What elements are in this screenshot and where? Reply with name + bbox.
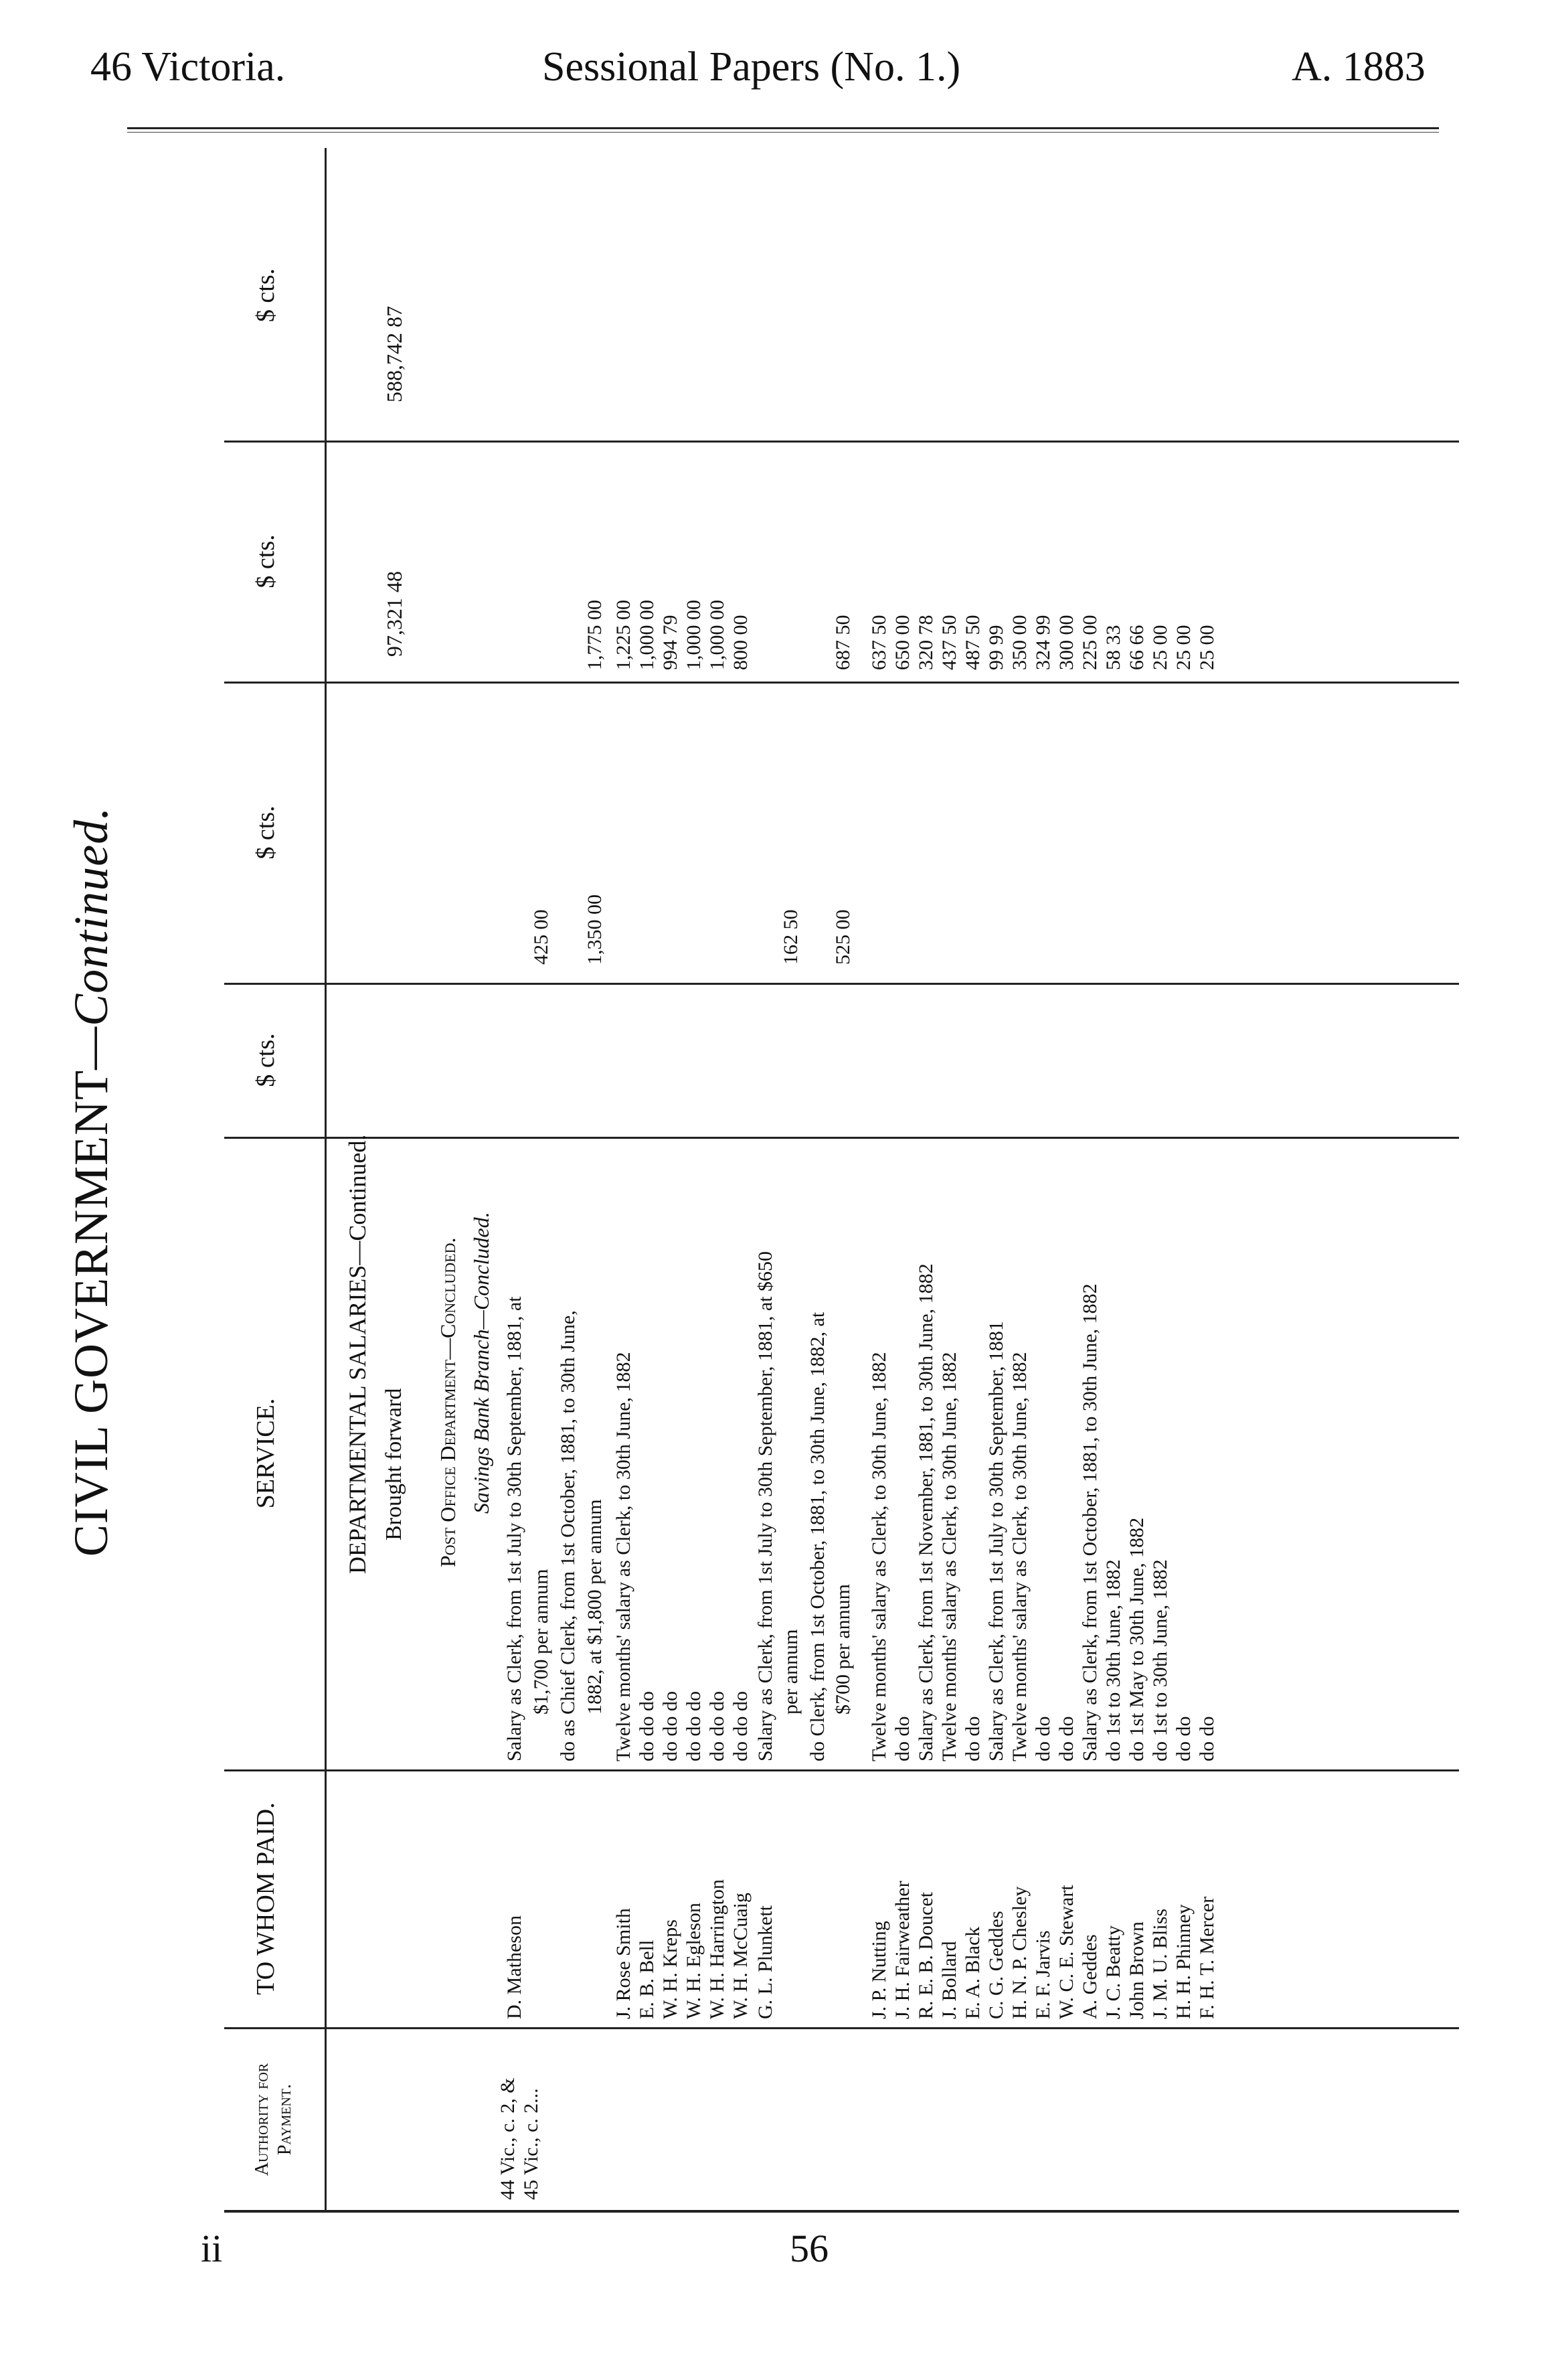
service-text: Salary as Clerk, from 1st October, 1881, to 30th June, 1882: [1079, 1283, 1101, 1761]
col-service: SERVICE.: [252, 1398, 280, 1509]
page-roman: ii: [201, 2227, 223, 2270]
col-divider-5: [224, 682, 1459, 684]
payee-name: G. L. Plunkett: [754, 1905, 776, 2019]
service-text-cont: per annum: [780, 1629, 802, 1715]
service-text: Salary as Clerk, from 1st November, 1881, to 30th June, 1882: [915, 1263, 937, 1761]
amount-c3: 1,000 00: [706, 600, 728, 670]
payee-name: D. Matheson: [503, 1915, 525, 2019]
amount-c3: 487 50: [962, 615, 984, 670]
amount-c3: 1,000 00: [636, 600, 658, 670]
payee-name: E. B. Bell: [636, 1939, 658, 2019]
service-text-cont: 1882, at $1,800 per annum: [584, 1499, 606, 1715]
payee-name: H. H. Phinney: [1173, 1904, 1195, 2019]
payee-name: J. Rose Smith: [612, 1908, 634, 2019]
amount-c3: 437 50: [938, 615, 960, 670]
payee-name: F. H. T. Mercer: [1196, 1896, 1218, 2019]
service-text: do do: [962, 1716, 984, 1761]
service-text: Salary as Clerk, from 1st July to 30th September, 1881, at $650: [754, 1251, 776, 1761]
ledger-table: [224, 148, 1459, 2213]
payee-name: W. H. McCuaig: [729, 1893, 752, 2019]
amount-c3: 1,775 00: [584, 600, 606, 670]
amount-c3: 1,225 00: [612, 600, 634, 670]
dept-heading: Post Office Department—Concluded.: [436, 1237, 460, 1567]
service-text: Twelve months' salary as Clerk, to 30th June, 1882: [868, 1352, 890, 1761]
amount-c3: 687 50: [832, 615, 854, 670]
col-divider-6: [224, 441, 1459, 443]
payee-name: C. G. Geddes: [985, 1911, 1007, 2019]
payee-name: J. C. Beatty: [1102, 1925, 1124, 2019]
service-text: Twelve months' salary as Clerk, to 30th June, 1882: [612, 1352, 634, 1761]
amount-c3: 994 79: [659, 615, 681, 670]
amount-c3: 58 33: [1102, 625, 1124, 670]
header-center: Sessional Papers (No. 1.): [542, 44, 961, 90]
service-text: Twelve months' salary as Clerk, to 30th June, 1882: [1009, 1352, 1031, 1761]
service-text: do as Chief Clerk, from 1st October, 1881, to 30th June,: [557, 1310, 579, 1761]
header-left: 46 Victoria.: [90, 44, 286, 90]
service-text: do do do: [683, 1691, 705, 1761]
service-text-cont: $700 per annum: [832, 1584, 854, 1715]
amount-c2: 425 00: [530, 909, 552, 965]
service-text: do Clerk, from 1st October, 1881, to 30th June, 1882, at: [806, 1312, 829, 1761]
service-text: Salary as Clerk, from 1st July to 30th September, 1881, at: [503, 1296, 525, 1761]
amount-c3: 800 00: [729, 615, 752, 670]
amount-c3: 99 99: [985, 625, 1007, 670]
amount-c3: 637 50: [868, 615, 890, 670]
amount-c3: 66 66: [1126, 625, 1148, 670]
payee-name: J. M. U. Bliss: [1149, 1908, 1171, 2019]
authority-1: 44 Vic., c. 2, &: [497, 2077, 519, 2200]
payee-name: W. H. Egleson: [683, 1903, 705, 2019]
service-text: do 1st to 30th June, 1882: [1102, 1559, 1124, 1761]
header-rule: [127, 127, 1439, 129]
amount-c3: 300 00: [1055, 615, 1078, 670]
payee-name: E. F. Jarvis: [1032, 1930, 1054, 2019]
service-text: Twelve months' salary as Clerk, to 30th June, 1882: [938, 1352, 960, 1761]
service-text: do do: [1055, 1716, 1078, 1761]
payee-name: J. H. Fairweather: [891, 1881, 914, 2019]
amount-c3: 25 00: [1196, 625, 1218, 670]
amount-c3: 350 00: [1009, 615, 1031, 670]
section-heading: DEPARTMENTAL SALARIES—Continued.: [344, 1134, 371, 1574]
amount-c2: 1,350 00: [584, 894, 606, 965]
amount-c3: 650 00: [891, 615, 914, 670]
col-divider-2: [224, 1769, 1459, 1771]
amount-c3: 1,000 00: [683, 600, 705, 670]
service-text: do 1st May to 30th June, 1882: [1126, 1517, 1148, 1761]
service-text: do do: [1032, 1716, 1054, 1761]
payee-name: J. Bollard: [938, 1941, 960, 2019]
rotated-table-region: [64, 151, 1459, 2213]
col-c2: $ cts.: [252, 805, 280, 860]
payee-name: J. P. Nutting: [868, 1921, 890, 2019]
authority-2: 45 Vic., c. 2...: [520, 2088, 542, 2200]
payee-name: W. H. Kreps: [659, 1919, 681, 2019]
service-text: do do: [1173, 1716, 1195, 1761]
page-header: [0, 37, 1546, 90]
title-suffix: —Continued.: [64, 806, 118, 1070]
service-text: do do do: [636, 1691, 658, 1761]
col-c1: $ cts.: [252, 1033, 280, 1087]
col-divider-4: [224, 983, 1459, 985]
table-title: [64, 151, 119, 2213]
brought-forward: Brought forward: [381, 1388, 406, 1540]
payee-name: R. E. B. Doucet: [915, 1892, 937, 2019]
amount-c3: 324 99: [1032, 615, 1054, 670]
service-text: do do do: [659, 1691, 681, 1761]
col-divider-3: [224, 1137, 1459, 1139]
payee-name: W. H. Harrington: [706, 1879, 728, 2019]
payee-name: A. Geddes: [1079, 1934, 1101, 2019]
service-text: Salary as Clerk, from 1st July to 30th September, 1881: [985, 1321, 1007, 1761]
bf-c3: 97,321 48: [382, 571, 406, 657]
amount-c2: 525 00: [832, 909, 854, 965]
col-divider-1: [224, 2027, 1459, 2029]
service-text: do do do: [729, 1691, 752, 1761]
bf-c4: 588,742 87: [382, 306, 406, 402]
amount-c2: 162 50: [780, 909, 802, 965]
service-text-cont: $1,700 per annum: [530, 1569, 552, 1715]
header-rule-thin: [127, 132, 1439, 133]
col-c4: $ cts.: [252, 268, 280, 323]
col-to-whom: TO WHOM PAID.: [252, 1802, 280, 1995]
payee-name: John Brown: [1126, 1921, 1148, 2019]
col-authority: Authority for Payment.: [252, 2063, 295, 2176]
service-text: do do: [1196, 1716, 1218, 1761]
amount-c3: 25 00: [1173, 625, 1195, 670]
title-text: CIVIL GOVERNMENT: [64, 1069, 118, 1557]
page-number: 56: [790, 2227, 829, 2270]
amount-c3: 320 78: [915, 615, 937, 670]
service-text: do do do: [706, 1691, 728, 1761]
payee-name: E. A. Black: [962, 1926, 984, 2019]
branch-heading: Savings Bank Branch—Concluded.: [469, 1212, 493, 1514]
amount-c3: 25 00: [1149, 625, 1171, 670]
payee-name: W. C. E. Stewart: [1055, 1885, 1078, 2019]
col-c3: $ cts.: [252, 534, 280, 588]
payee-name: H. N. P. Chesley: [1009, 1886, 1031, 2019]
amount-c3: 225 00: [1079, 615, 1101, 670]
header-right: A. 1883: [1292, 44, 1426, 90]
service-text: do 1st to 30th June, 1882: [1149, 1559, 1171, 1761]
header-bottom-rule: [325, 148, 327, 2210]
service-text: do do: [891, 1716, 914, 1761]
